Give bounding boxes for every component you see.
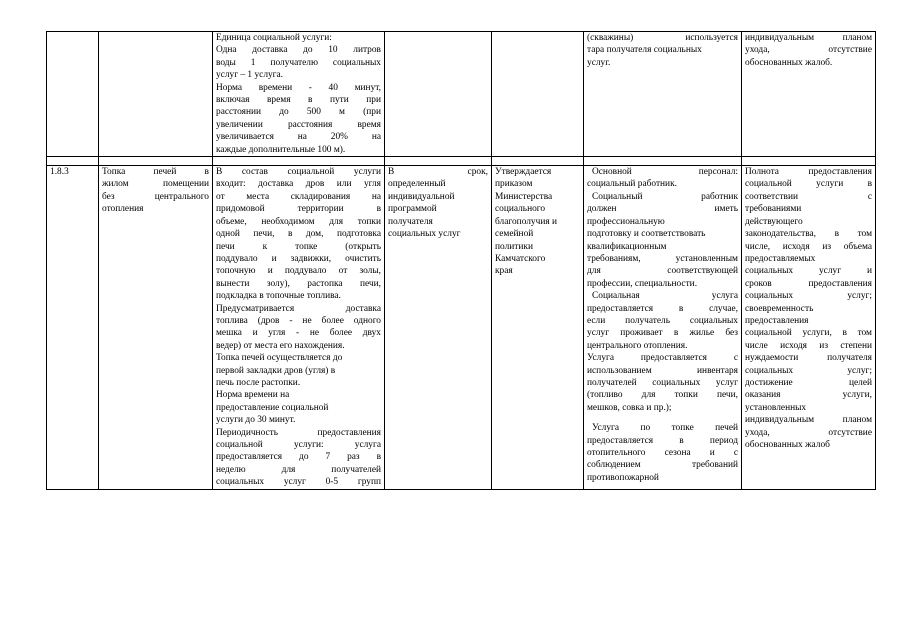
text-line: социальных услуг 0-5 групп (216, 477, 381, 488)
text-line: Министерства (495, 191, 553, 202)
text-line: оказания услуги, (745, 390, 872, 401)
text-line: достижение целей (745, 377, 872, 388)
text-line: ухода, отсутствие (745, 45, 872, 56)
text-line: социального (495, 204, 546, 215)
text-line: индивидуальной (388, 191, 455, 202)
text-line: программой (388, 204, 437, 215)
text-line: если получатель социальных (587, 315, 738, 326)
text-line: входит: доставка дров или угля (216, 179, 381, 190)
text-line: центрального отопления. (587, 340, 688, 351)
text-line: социальных услуг (388, 229, 461, 240)
text-line: подкладка в топочные топлива. (216, 291, 341, 302)
text-line: предоставляется в случае, (587, 303, 738, 314)
text-line: топочную и поддувало от золы, (216, 266, 381, 277)
text-line: квалификационным (587, 241, 667, 252)
text-line: Основной персонал: (592, 167, 738, 178)
text-line: приказом (495, 179, 533, 190)
table-row (47, 32, 876, 157)
text-line: Социальный работник (592, 191, 738, 202)
cell-conditions (584, 166, 742, 490)
text-line: Утверждается (495, 167, 552, 178)
text-line: обоснованных жалоб (745, 440, 830, 450)
text-line: социальной услуги, в том (745, 328, 872, 339)
cell-service-term (385, 32, 492, 157)
text-line: социальный работник. (587, 179, 677, 190)
cell-service-term (385, 166, 492, 490)
cell-service-description (213, 166, 385, 490)
text-line: Полнота предоставления (745, 167, 872, 178)
text-line: отопления (102, 204, 144, 215)
text-line: топлива (дров - не более одного (216, 315, 381, 326)
cell-number (47, 32, 99, 157)
text-line: профессии, специальности. (587, 278, 698, 289)
text-line: одной печи, в дом, подготовка (216, 229, 381, 240)
text-line: Топка печей в (102, 167, 209, 178)
text-line: сроков предоставления (745, 278, 872, 289)
table-row (47, 166, 876, 490)
text-line: придомовой территории в (216, 204, 381, 215)
text-line: профессиональную (587, 216, 665, 227)
text-line: предоставляемых (745, 253, 816, 264)
text-line: социальной услуги в (745, 179, 872, 190)
text-line: социальных услуг и (745, 266, 872, 277)
text-line: получателя (388, 216, 433, 227)
text-line: ухода, отсутствие (745, 427, 872, 438)
text-line: соответствии с (745, 191, 872, 202)
cell-tariff (492, 32, 584, 157)
table-row-spacer (47, 157, 876, 166)
text-line: услуг. (587, 57, 611, 68)
text-line: услуги до 30 минут. (216, 415, 296, 426)
text-line: индивидуальным планом (745, 415, 872, 426)
text-line: действующего (745, 216, 803, 227)
text-line: поддувало и задвижки, очистить (216, 253, 381, 264)
text-line: определенный (388, 179, 446, 190)
text-line: отопительного сезона и с (587, 448, 738, 458)
text-line: неделю для получателей (216, 464, 381, 475)
text-line: (скважины) используется (587, 33, 738, 43)
text-line: подготовку и соответствовать (587, 229, 706, 240)
text-line: услуг – 1 услуга. (216, 70, 284, 81)
text-line: мешка и угля - не более двух (216, 328, 381, 339)
text-line: противопожарной (587, 472, 659, 483)
text-line: объеме, необходимом для топки (216, 216, 381, 227)
text-line: предоставления (745, 315, 809, 326)
text-line: установленных (745, 402, 807, 413)
text-line: от места складирования на (216, 191, 381, 202)
text-line: своевременность (745, 303, 814, 314)
cell-service-name (99, 166, 213, 490)
text-line: семейной (495, 229, 534, 240)
text-line: получателей социальных услуг (587, 377, 738, 388)
text-line: мешков, совка и пр.); (587, 402, 672, 413)
text-line: увеличении расстояния время (216, 119, 381, 130)
text-line: Одна доставка до 10 литров (216, 45, 381, 56)
text-line: ведер) от места его нахождения. (216, 340, 345, 351)
text-line: благополучия и (495, 216, 558, 227)
cell-number (47, 166, 99, 490)
text-line: Норма времени на (216, 390, 290, 401)
text-line: жилом помещении (102, 179, 209, 190)
text-line: Периодичность предоставления (216, 427, 381, 438)
text-line: Топка печей осуществляется до (216, 353, 343, 364)
cell-service-description (213, 32, 385, 157)
text-line: края (495, 266, 513, 277)
text-line: Единица социальной услуги: (216, 33, 332, 43)
text-line: увеличивается на 20% на (216, 132, 381, 143)
text-line: (топливо для топки печи, (587, 390, 738, 401)
cell-quality-indicators (742, 32, 876, 157)
text-line: социальной услуги: услуга (216, 440, 381, 450)
text-line: воды 1 получателю социальных (216, 57, 381, 68)
text-line: законодательства, в том (745, 229, 872, 240)
text-line: для соответствующей (587, 266, 738, 277)
text-line: Услуга предоставляется с (587, 353, 738, 364)
text-line: Социальная услуга (592, 291, 738, 302)
text-line: без центрального (102, 191, 209, 202)
text-line: печь после растопки. (216, 377, 301, 388)
text-line: тара получателя социальных (587, 45, 702, 56)
cell-quality-indicators (742, 166, 876, 490)
text-line: предоставляется до 7 раз в (216, 452, 381, 463)
text-line: числе, исходя из объема (745, 241, 872, 252)
text-line: первой закладки дров (угля) в (216, 365, 336, 376)
text-line: Услуга по топке печей (592, 423, 738, 434)
text-line: должен иметь (587, 204, 738, 215)
text-line: каждые дополнительные 100 м). (216, 144, 346, 155)
text-line: вынести золу), растопка печи, (216, 278, 381, 289)
text-line: печи к топке (открыть (216, 241, 381, 252)
text-line: предоставление социальной (216, 402, 329, 413)
text-line: включая время в пути при (216, 95, 381, 106)
text-line: В срок, (388, 167, 488, 178)
cell-service-name (99, 32, 213, 157)
text-line: Предусматривается доставка (216, 303, 381, 314)
text-line: политики (495, 241, 533, 252)
text-line: В состав социальной услуги (216, 167, 381, 178)
text-line: расстоянии до 500 м (при (216, 107, 381, 118)
text-line: услуг проживает в жилье без (587, 328, 738, 339)
cell-tariff (492, 166, 584, 490)
text-line: числе исходя из степени (745, 340, 872, 351)
text-line: нуждаемости получателя (745, 353, 872, 364)
text-line: требованиями (745, 204, 802, 215)
text-line: Камчатского (495, 253, 546, 264)
services-table (46, 31, 876, 490)
text-line: использованием инвентаря (587, 365, 738, 376)
cell-conditions (584, 32, 742, 157)
text-line: требованиям, установленным (587, 253, 738, 264)
row-number: 1.8.3 (50, 167, 69, 178)
text-line: соблюдением требований (587, 460, 738, 471)
text-line: предоставляется в период (587, 435, 738, 446)
text-line: индивидуальным планом (745, 33, 872, 43)
text-line: обоснованных жалоб. (745, 57, 833, 68)
text-line: Норма времени - 40 минут, (216, 82, 381, 93)
text-line: социальных услуг; (745, 291, 872, 302)
text-line: социальных услуг; (745, 365, 872, 376)
